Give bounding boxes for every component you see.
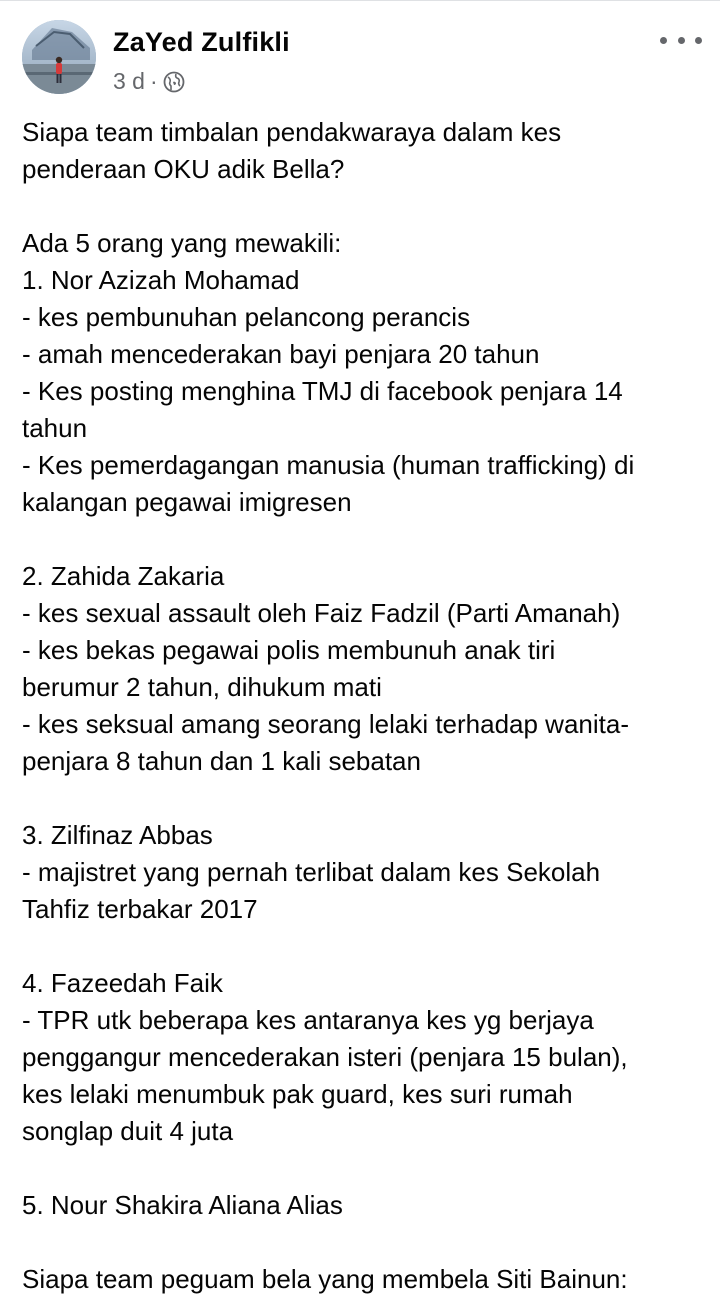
text-line: berumur 2 tahun, dihukum mati <box>22 672 382 702</box>
text-line: - Kes posting menghina TMJ di facebook penjara 14 <box>22 376 623 406</box>
text-line: 5. Nour Shakira Aliana Alias <box>22 1190 343 1220</box>
post-header <box>0 0 720 108</box>
avatar-photo <box>22 20 96 94</box>
meta-separator: · <box>149 68 158 94</box>
text-line: - kes pembunuhan pelancong perancis <box>22 302 471 332</box>
more-options-icon[interactable] <box>660 28 702 52</box>
text-line: 2. Zahida Zakaria <box>22 561 225 591</box>
dot-icon <box>695 37 702 44</box>
text-line: penggangur mencederakan isteri (penjara 15 bulan), <box>22 1042 628 1072</box>
text-line: - TPR utk beberapa kes antaranya kes yg berjaya <box>22 1005 594 1035</box>
text-line: tahun <box>22 413 88 443</box>
text-line: 4. Fazeedah Faik <box>22 968 223 998</box>
text-line: - Kes pemerdagangan manusia (human trafficking) di <box>22 450 635 480</box>
post-meta <box>113 68 185 95</box>
text-line: - majistret yang pernah terlibat dalam kes Sekolah <box>22 857 601 887</box>
text-line: Tahfiz terbakar 2017 <box>22 894 258 924</box>
text-line: songlap duit 4 juta <box>22 1116 234 1146</box>
avatar[interactable] <box>22 20 96 94</box>
text-line: kalangan pegawai imigresen <box>22 487 352 517</box>
text-line: Siapa team timbalan pendakwaraya dalam kes <box>22 117 562 147</box>
text-line: 1. Nor Azizah Mohamad <box>22 265 300 295</box>
dot-icon <box>660 37 667 44</box>
text-line: kes lelaki menumbuk pak guard, kes suri rumah <box>22 1079 573 1109</box>
text-line: penjara 8 tahun dan 1 kali sebatan <box>22 746 421 776</box>
text-line: penderaan OKU adik Bella? <box>22 154 345 184</box>
author-name[interactable]: ZaYed Zulfikli <box>113 27 290 57</box>
globe-icon[interactable] <box>163 71 185 93</box>
text-line: 3. Zilfinaz Abbas <box>22 820 213 850</box>
text-line: - amah mencederakan bayi penjara 20 tahun <box>22 339 540 369</box>
text-line: - kes seksual amang seorang lelaki terhadap wanita- <box>22 709 630 739</box>
text-line: Ada 5 orang yang mewakili: <box>22 228 342 258</box>
text-line: - kes bekas pegawai polis membunuh anak tiri <box>22 635 556 665</box>
text-line: - kes sexual assault oleh Faiz Fadzil (Parti Amanah) <box>22 598 621 628</box>
post-text <box>22 114 712 1298</box>
post-time[interactable]: 3 d <box>113 68 145 94</box>
dot-icon <box>678 37 685 44</box>
text-line: Siapa team peguam bela yang membela Siti Bainun: <box>22 1264 628 1294</box>
